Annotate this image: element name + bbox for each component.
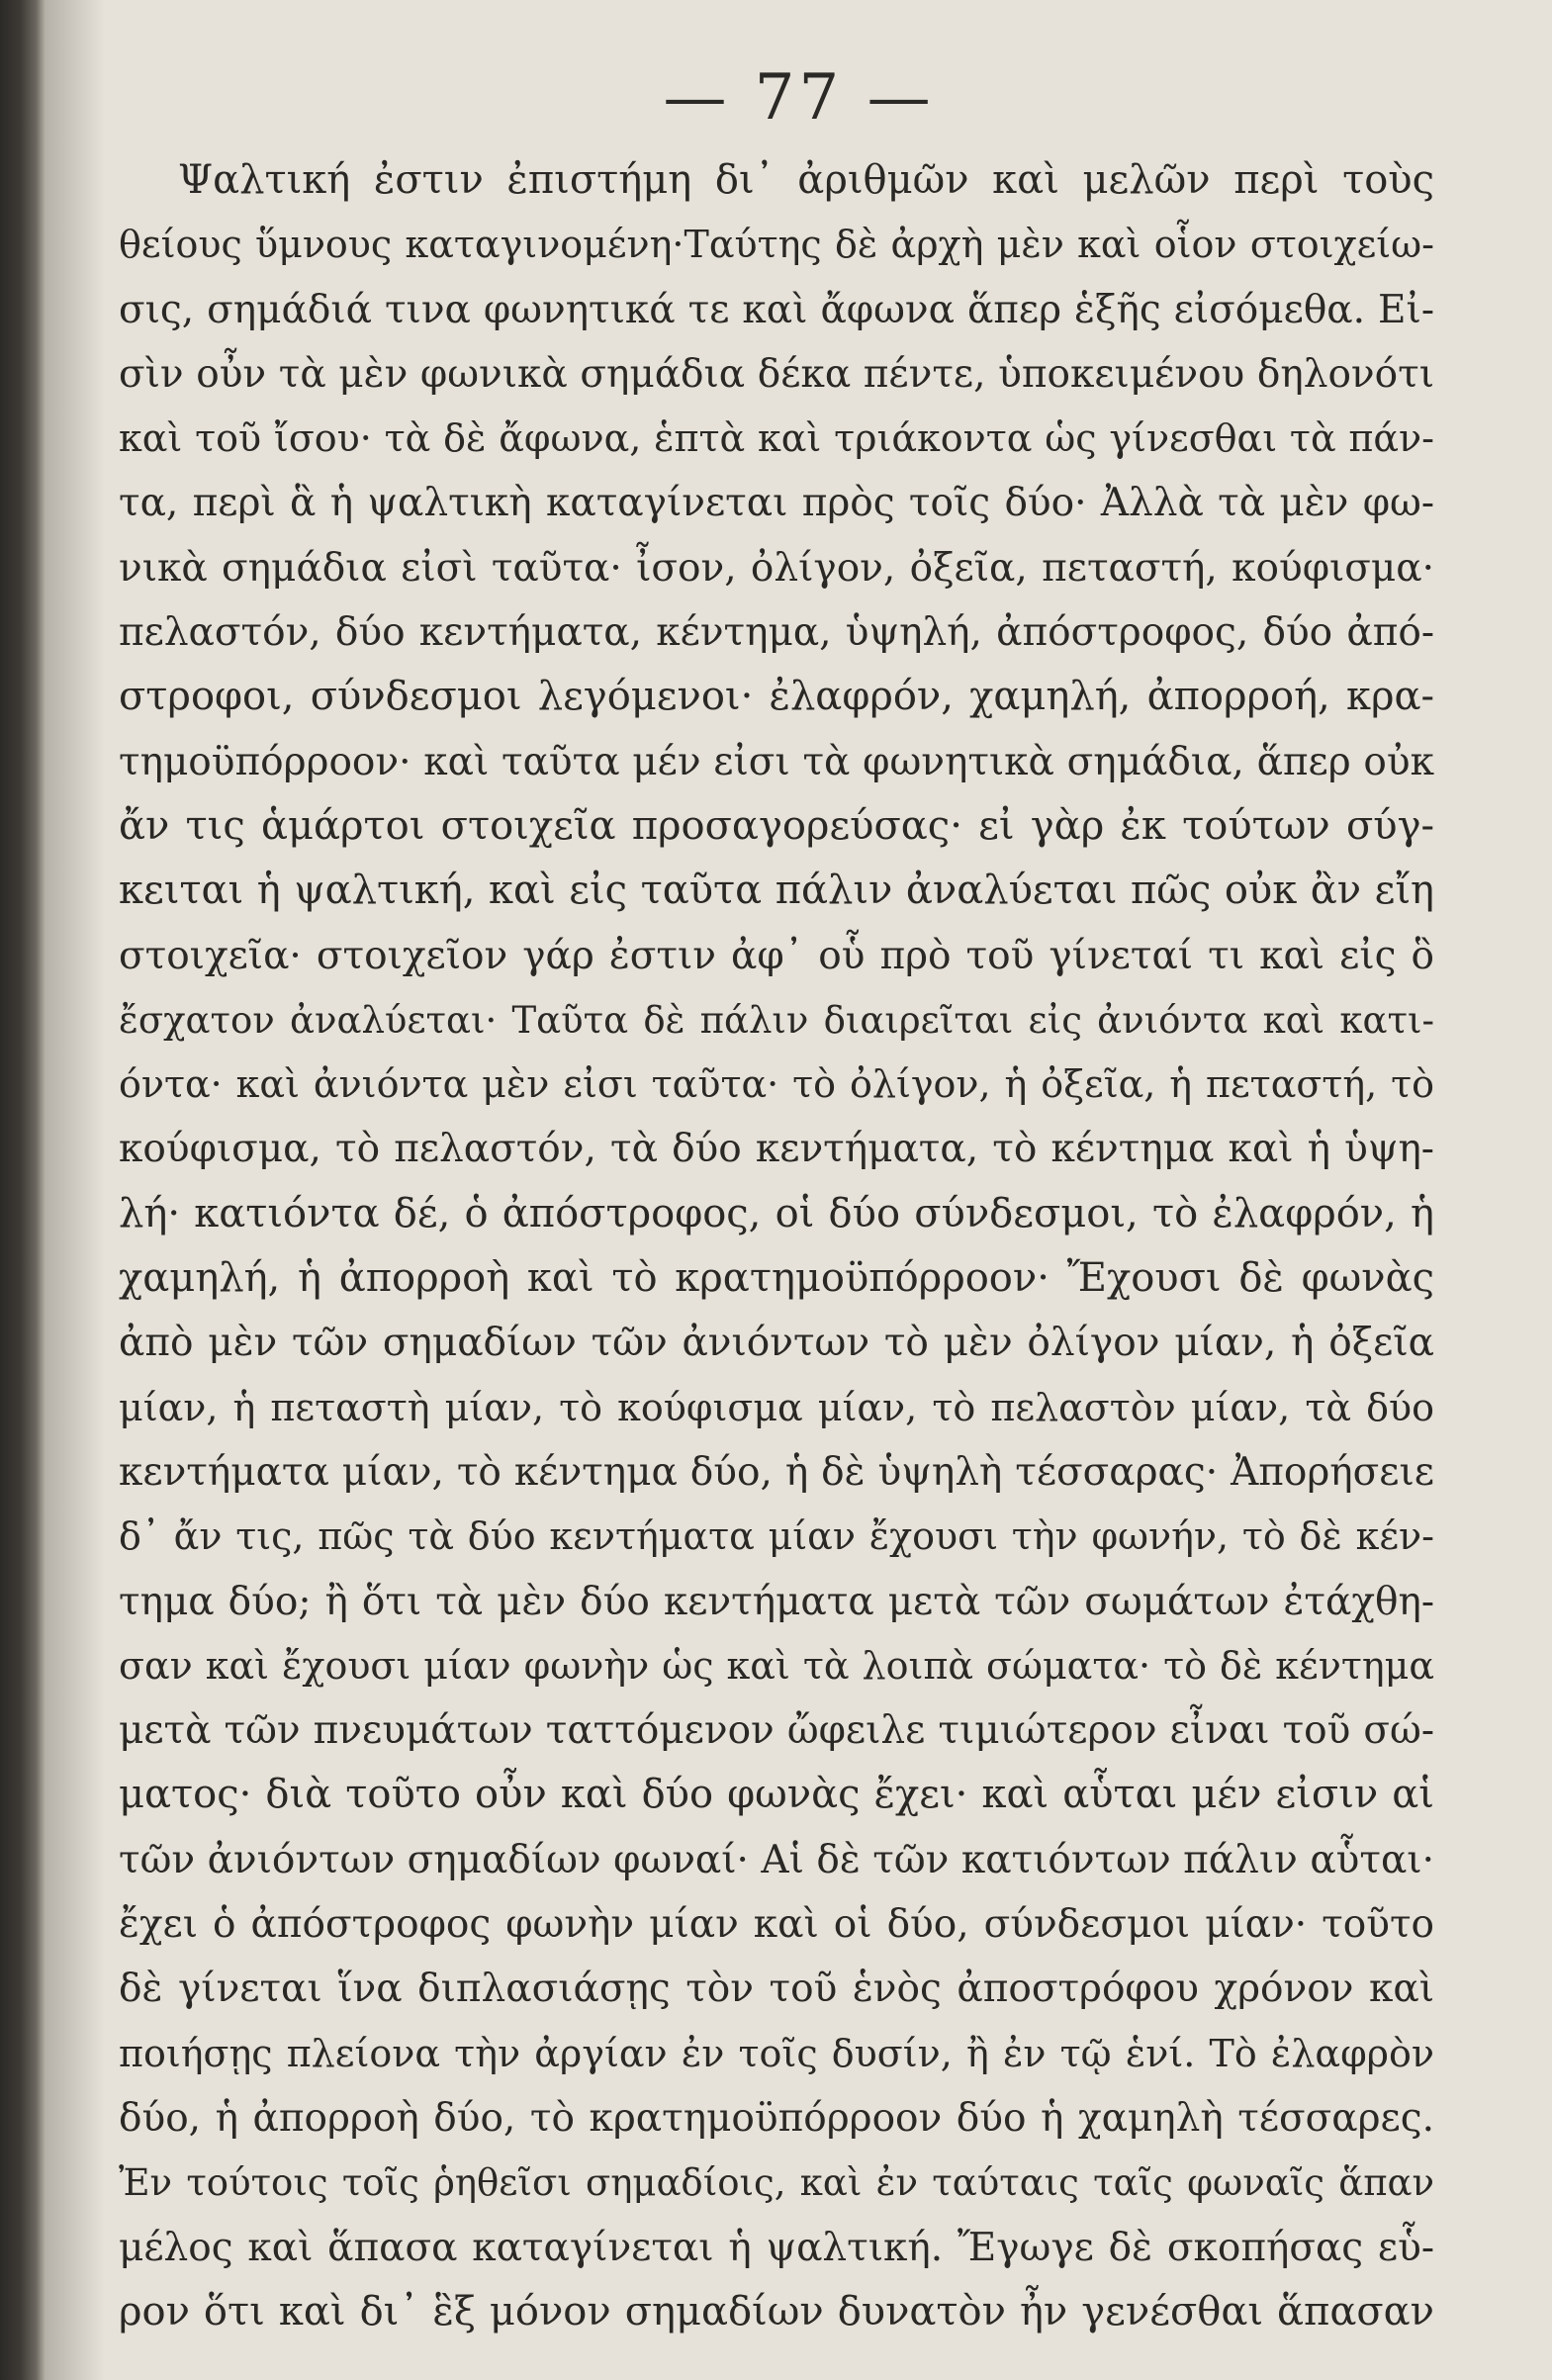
- text-line: σις, σημάδιά τινα φωνητικά τε καὶ ἄφωνα ἅπερ ἑξῆς εἰσόμεθα. Εἰ-: [119, 287, 1434, 332]
- text-line: ποιήσῃς πλείονα τὴν ἀργίαν ἐν τοῖς δυσίν, ἢ ἐν τῷ ἑνί. Τὸ ἐλαφρὸν: [119, 2031, 1434, 2075]
- text-line: μέλος καὶ ἅπασα καταγίνεται ἡ ψαλτική. Ἔγωγε δὲ σκοπήσας εὗ-: [119, 2225, 1434, 2270]
- text-line: δ᾽ ἄν τις, πῶς τὰ δύο κεντήματα μίαν ἔχουσι τὴν φωνήν, τὸ δὲ κέν-: [119, 1514, 1434, 1559]
- text-line: Ψαλτική ἐστιν ἐπιστήμη δι᾽ ἀριθμῶν καὶ μελῶν περὶ τοὺς: [178, 157, 1434, 203]
- text-line: μετὰ τῶν πνευμάτων ταττόμενον ὤφειλε τιμιώτερον εἶναι τοῦ σώ-: [119, 1708, 1434, 1754]
- text-line: στοιχεῖα· στοιχεῖον γάρ ἐστιν ἀφ᾽ οὗ πρὸ τοῦ γίνεταί τι καὶ εἰς ὃ: [119, 933, 1434, 978]
- text-line: ρον ὅτι καὶ δι᾽ ἓξ μόνον σημαδίων δυνατὸν ἦν γενέσθαι ἅπασαν: [119, 2288, 1434, 2334]
- text-line: θείους ὕμνους καταγινομένη·Ταύτης δὲ ἀρχὴ μὲν καὶ οἷον στοιχείω-: [119, 223, 1434, 267]
- text-line: τα, περὶ ἃ ἡ ψαλτικὴ καταγίνεται πρὸς τοῖς δύο· Ἀλλὰ τὰ μὲν φω-: [119, 481, 1434, 526]
- text-line: δὲ γίνεται ἵνα διπλασιάσῃς τὸν τοῦ ἑνὸς ἀποστρόφου χρόνον καὶ: [119, 1967, 1434, 2012]
- text-line: σαν καὶ ἔχουσι μίαν φωνὴν ὡς καὶ τὰ λοιπὰ σώματα· τὸ δὲ κέντημα: [119, 1643, 1434, 1688]
- text-line: τῶν ἀνιόντων σημαδίων φωναί· Αἱ δὲ τῶν κατιόντων πάλιν αὗται·: [119, 1837, 1434, 1882]
- text-line: ἔσχατον ἀναλύεται· Ταῦτα δὲ πάλιν διαιρεῖται εἰς ἀνιόντα καὶ κατι-: [119, 998, 1434, 1042]
- text-line: κειται ἡ ψαλτική, καὶ εἰς ταῦτα πάλιν ἀναλύεται πῶς οὐκ ἂν εἴη: [119, 868, 1434, 914]
- book-page: [46, 0, 1552, 2380]
- text-line: ἄν τις ἁμάρτοι στοιχεῖα προσαγορεύσας· εἰ γὰρ ἐκ τούτων σύγ-: [119, 802, 1434, 849]
- text-line: δύο, ἡ ἀπορροὴ δύο, τὸ κρατημοϋπόρροον δύο ἡ χαμηλὴ τέσσαρες.: [119, 2095, 1434, 2141]
- page-number: — 77 —: [663, 61, 935, 135]
- book-spine: [0, 0, 46, 2380]
- text-line: χαμηλή, ἡ ἀπορροὴ καὶ τὸ κρατημοϋπόρροον· Ἔχουσι δὲ φωνὰς: [119, 1255, 1434, 1302]
- text-line: νικὰ σημάδια εἰσὶ ταῦτα· ἶσον, ὀλίγον, ὀξεῖα, πεταστή, κούφισμα·: [119, 545, 1434, 591]
- text-line: πελαστόν, δύο κεντήματα, κέντημα, ὑψηλή, ἀπόστροφος, δύο ἀπό-: [119, 610, 1434, 656]
- text-line: τημοϋπόρροον· καὶ ταῦτα μέν εἰσι τὰ φωνητικὰ σημάδια, ἅπερ οὐκ: [119, 739, 1434, 784]
- text-line: ἔχει ὁ ἀπόστροφος φωνὴν μίαν καὶ οἱ δύο, σύνδεσμοι μίαν· τοῦτο: [119, 1902, 1434, 1948]
- text-line: τημα δύο; ἢ ὅτι τὰ μὲν δύο κεντήματα μετὰ τῶν σωμάτων ἐτάχθη-: [119, 1579, 1434, 1624]
- text-line: σὶν οὖν τὰ μὲν φωνικὰ σημάδια δέκα πέντε, ὑποκειμένου δηλονότι: [119, 351, 1434, 397]
- text-line: κούφισμα, τὸ πελαστόν, τὰ δύο κεντήματα, τὸ κέντημα καὶ ἡ ὑψη-: [119, 1127, 1434, 1172]
- text-line: κεντήματα μίαν, τὸ κέντημα δύο, ἡ δὲ ὑψηλὴ τέσσαρας· Ἀπορήσειε: [119, 1449, 1434, 1495]
- text-line: καὶ τοῦ ἴσου· τὰ δὲ ἄφωνα, ἑπτὰ καὶ τριάκοντα ὡς γίνεσθαι τὰ πάν-: [119, 416, 1434, 461]
- text-line: ματος· διὰ τοῦτο οὖν καὶ δύο φωνὰς ἔχει· καὶ αὗται μέν εἰσιν αἱ: [119, 1772, 1434, 1818]
- text-line: στροφοι, σύνδεσμοι λεγόμενοι· ἐλαφρόν, χαμηλή, ἀπορροή, κρα-: [119, 674, 1434, 720]
- body-text: [119, 148, 1434, 2344]
- text-line: Ἐν τούτοις τοῖς ῥηθεῖσι σημαδίοις, καὶ ἐν ταύταις ταῖς φωναῖς ἅπαν: [119, 2161, 1434, 2205]
- text-line: ἀπὸ μὲν τῶν σημαδίων τῶν ἀνιόντων τὸ μὲν ὀλίγον μίαν, ἡ ὀξεῖα: [119, 1321, 1434, 1366]
- text-line: λή· κατιόντα δέ, ὁ ἀπόστροφος, οἱ δύο σύνδεσμοι, τὸ ἐλαφρόν, ἡ: [119, 1190, 1434, 1236]
- text-line: όντα· καὶ ἀνιόντα μὲν εἰσι ταῦτα· τὸ ὀλίγον, ἡ ὀξεῖα, ἡ πεταστή, τὸ: [119, 1062, 1434, 1107]
- text-line: μίαν, ἡ πεταστὴ μίαν, τὸ κούφισμα μίαν, τὸ πελαστὸν μίαν, τὰ δύο: [119, 1385, 1434, 1429]
